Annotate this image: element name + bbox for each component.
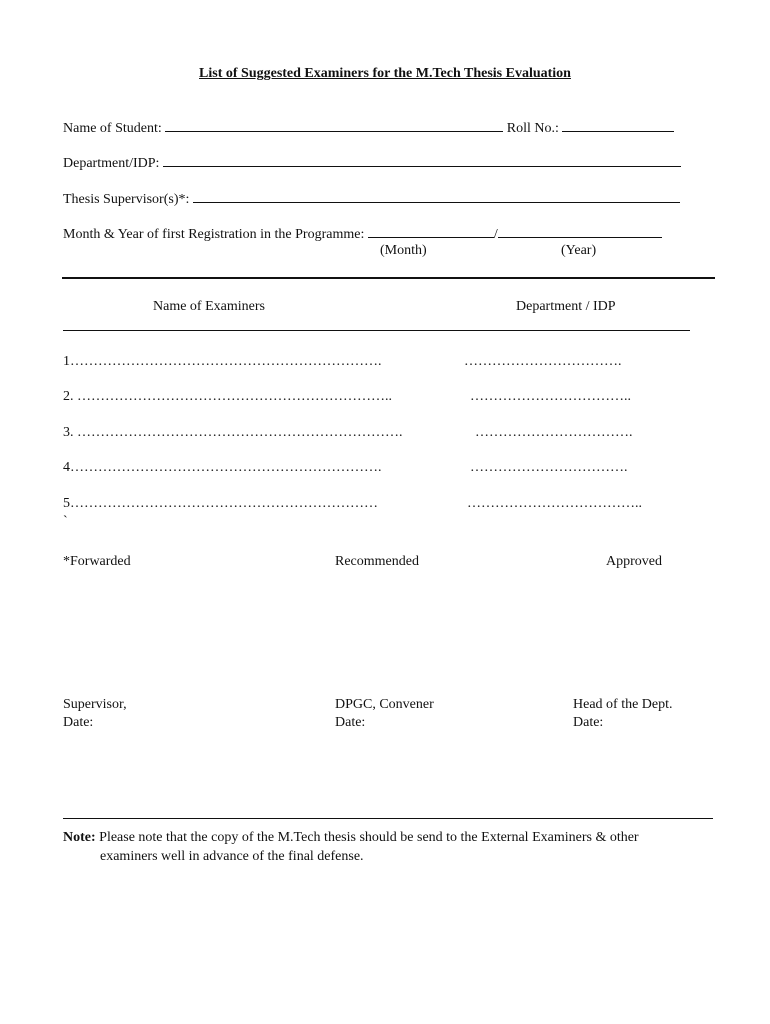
examiner-dept-5[interactable]: ……………………………….. <box>467 496 642 511</box>
registration-label: Month & Year of first Registration in the Programme: <box>63 227 365 242</box>
registration-month-field[interactable] <box>368 225 494 238</box>
supervisor-date-label: Date: <box>63 715 94 730</box>
dpgc-date-label: Date: <box>335 715 366 730</box>
department-field[interactable] <box>163 154 681 167</box>
supervisor-field[interactable] <box>193 190 680 203</box>
examiner-dept-1[interactable]: ……………………………. <box>464 354 622 369</box>
forwarded-label: *Forwarded <box>63 554 131 569</box>
note-text-1: Please note that the copy of the M.Tech thesis should be send to the External Examiners & other <box>99 830 639 845</box>
month-hint: (Month) <box>380 243 427 258</box>
examiner-dept-2[interactable]: …………………………….. <box>470 389 631 404</box>
section-divider <box>62 277 715 279</box>
form-title: List of Suggested Examiners for the M.Tech Thesis Evaluation <box>199 66 571 81</box>
header-underline <box>63 330 690 331</box>
examiner-name-2[interactable]: 2. ………………………………………………………….. <box>63 389 392 404</box>
department-label: Department/IDP: <box>63 156 160 171</box>
column-header-department: Department / IDP <box>516 299 616 314</box>
dpgc-signature-label: DPGC, Convener <box>335 697 434 712</box>
note-label: Note: <box>63 830 96 845</box>
roll-no-label: Roll No.: <box>506 121 559 136</box>
examiner-dept-3[interactable]: ……………………………. <box>475 425 633 440</box>
note-text-2: examiners well in advance of the final defense. <box>100 849 364 864</box>
student-name-row <box>63 119 674 137</box>
registration-separator: / <box>493 227 498 242</box>
hod-date-label: Date: <box>573 715 604 730</box>
hod-signature-label: Head of the Dept. <box>573 697 673 712</box>
registration-row <box>63 225 662 243</box>
year-hint: (Year) <box>561 243 597 258</box>
examiner-name-3[interactable]: 3. ……………………………………………………………. <box>63 425 403 440</box>
note-line-1 <box>63 830 639 846</box>
approved-label: Approved <box>606 554 662 569</box>
supervisor-label: Thesis Supervisor(s)*: <box>63 192 190 207</box>
note-divider <box>63 818 713 819</box>
department-row <box>63 154 681 172</box>
supervisor-row <box>63 190 680 208</box>
registration-year-field[interactable] <box>498 225 662 238</box>
roll-no-field[interactable] <box>562 119 674 132</box>
examiner-name-5[interactable]: 5………………………………………………………… <box>63 496 378 511</box>
student-name-label: Name of Student: <box>63 121 162 136</box>
recommended-label: Recommended <box>335 554 419 569</box>
supervisor-signature-label: Supervisor, <box>63 697 127 712</box>
column-header-examiners: Name of Examiners <box>153 299 265 314</box>
examiner-name-1[interactable]: 1…………………………………………………………. <box>63 354 382 369</box>
stray-mark: ` <box>63 514 68 529</box>
examiner-dept-4[interactable]: ……………………………. <box>470 460 628 475</box>
examiner-name-4[interactable]: 4…………………………………………………………. <box>63 460 382 475</box>
student-name-field[interactable] <box>165 119 503 132</box>
